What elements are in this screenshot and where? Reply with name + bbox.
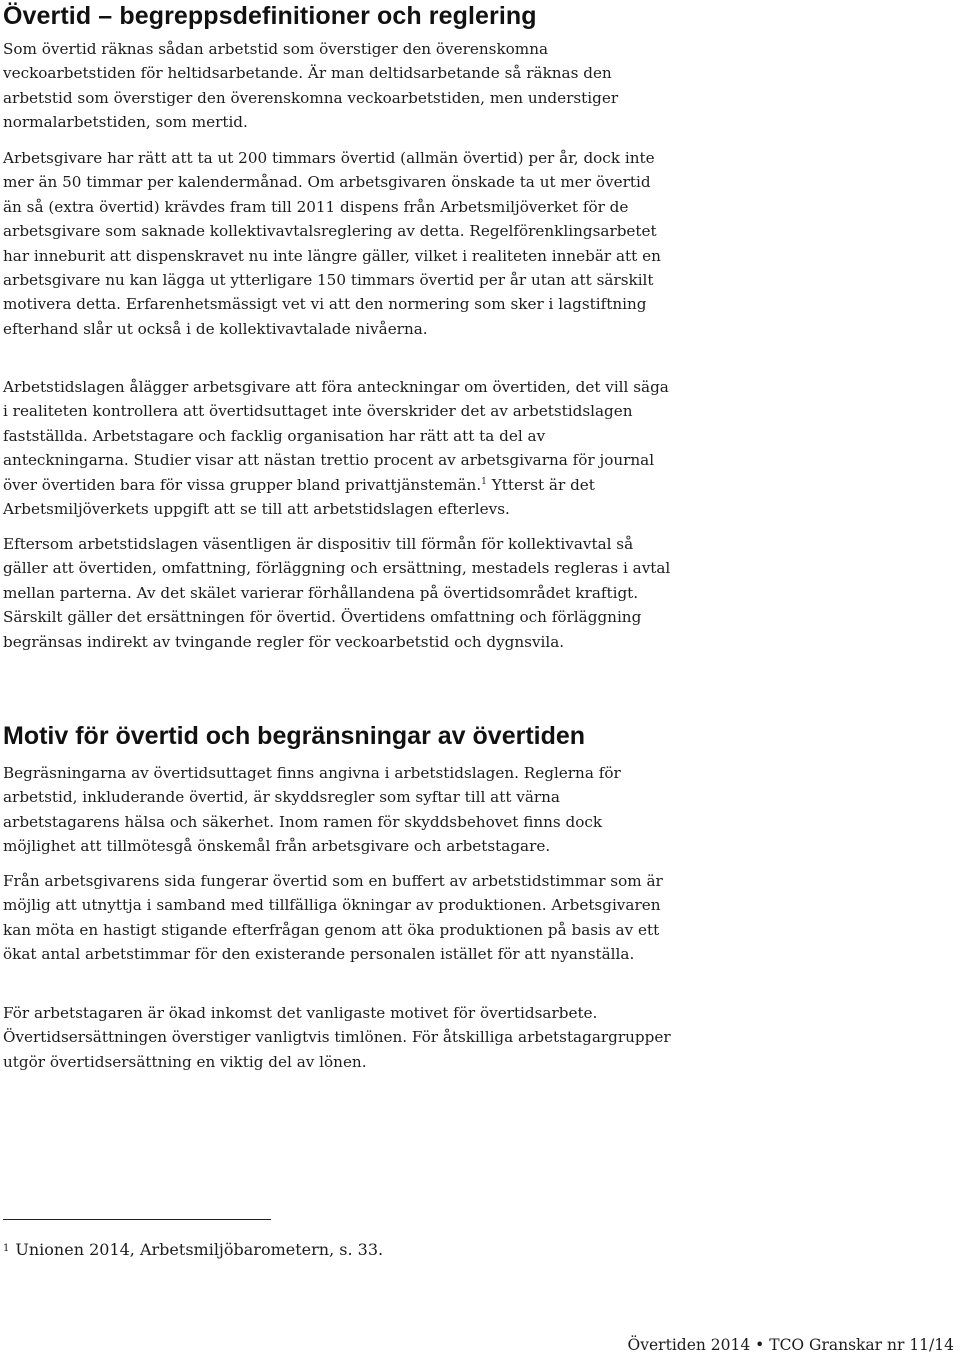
- paragraph-employee-perspective: För arbetstagaren är ökad inkomst det vanligaste motivet för övertidsarbete. Övertidsersättningen överstiger vanligtvis timlönen. För åtskilliga arbetstagargrupper utgör övertidsersättning en viktig del av lönen.: [3, 1004, 671, 1071]
- paragraph-employer-perspective: Från arbetsgivarens sida fungerar övertid som en buffert av arbetstidstimmar som är möjlig att utnyttja i samband med tillfälliga ökningar av produktionen. Arbetsgivaren kan möta en hastigt stigande efterfrågan genom att öka produktionen på basis av ett ökat antal arbetstimmar för den existerande personalen istället för att nyanställa.: [3, 872, 663, 964]
- paragraph-record-keeping-text-a: Arbetstidslagen ålägger arbetsgivare att föra anteckningar om övertiden, det vill säga i realiteten kontrollera att övertidsuttaget inte överskrider det av arbetstidslagen fastställda. Arbetstagare och facklig organisation har rätt att ta del av anteckningarna. Studier visar att nästan trettio procent av arbetsgivarna för journal över övertiden bara för vissa grupper bland privattjänstemän.: [3, 378, 669, 494]
- paragraph-overtime-definition: Som övertid räknas sådan arbetstid som överstiger den överenskomna veckoarbetstiden för heltidsarbetande. Är man deltidsarbetande så räknas den arbetstid som överstiger den överenskomna veckoarbetstiden, men understiger normalarbetstiden, som mertid.: [3, 40, 619, 132]
- paragraph-overtime-limits: Arbetsgivare har rätt att ta ut 200 timmars övertid (allmän övertid) per år, dock inte mer än 50 timmar per kalendermånad. Om arbetsgivaren önskade ta ut mer övertid än så (extra övertid) krävdes fram till 2011 dispens från Arbetsmiljöverket för de arbetsgivare som saknade kollektivavtalsreglering av detta. Regelförenklingsarbetet har inneburit att dispenskravet nu inte längre gäller, vilket i realiteten innebär att en arbetsgivare nu kan lägga ut ytterligare 150 timmars övertid per år utan att särskilt motivera detta. Erfarenhetsmässigt vet vi att den normering som sker i lagstiftning efterhand slår ut också i de kollektivavtalade nivåerna.: [3, 149, 661, 338]
- footnote-reference: 1: [481, 476, 487, 487]
- footnote: [3, 1240, 383, 1259]
- section-title-motives: Motiv för övertid och begränsningar av övertiden: [3, 722, 586, 750]
- footnote-number: 1: [3, 1243, 10, 1254]
- paragraph-collective-agreements: Eftersom arbetstidslagen väsentligen är dispositiv till förmån för kollektivavtal så gäller att övertiden, omfattning, förläggning och ersättning, mestadels regleras i avtal mellan parterna. Av det skälet varierar förhållandena på övertidsområdet kraftigt. Särskilt gäller det ersättningen för övertid. Övertidens omfattning och förläggning begränsas indirekt av tvingande regler för veckoarbetstid och dygnsvila.: [3, 535, 671, 651]
- paragraph-protection-rules: Begräsningarna av övertidsuttaget finns angivna i arbetstidslagen. Reglerna för arbetstid, inkluderande övertid, är skyddsregler som syftar till att värna arbetstagarens hälsa och säkerhet. Inom ramen för skyddsbehovet finns dock möjlighet att tillmötesgå önskemål från arbetsgivare och arbetstagare.: [3, 764, 621, 856]
- footnote-divider: [3, 1219, 271, 1220]
- page-footer: Övertiden 2014 • TCO Granskar nr 11/14: [627, 1336, 954, 1354]
- section-title-definitions: Övertid – begreppsdefinitioner och reglering: [3, 2, 537, 30]
- paragraph-record-keeping: [3, 375, 673, 521]
- footnote-text: Unionen 2014, Arbetsmiljöbarometern, s. 33.: [15, 1240, 384, 1259]
- paragraph-record-keeping-text-b: Ytterst är det Arbetsmiljöverkets uppgift att se till att arbetstidslagen efterlevs.: [3, 475, 595, 519]
